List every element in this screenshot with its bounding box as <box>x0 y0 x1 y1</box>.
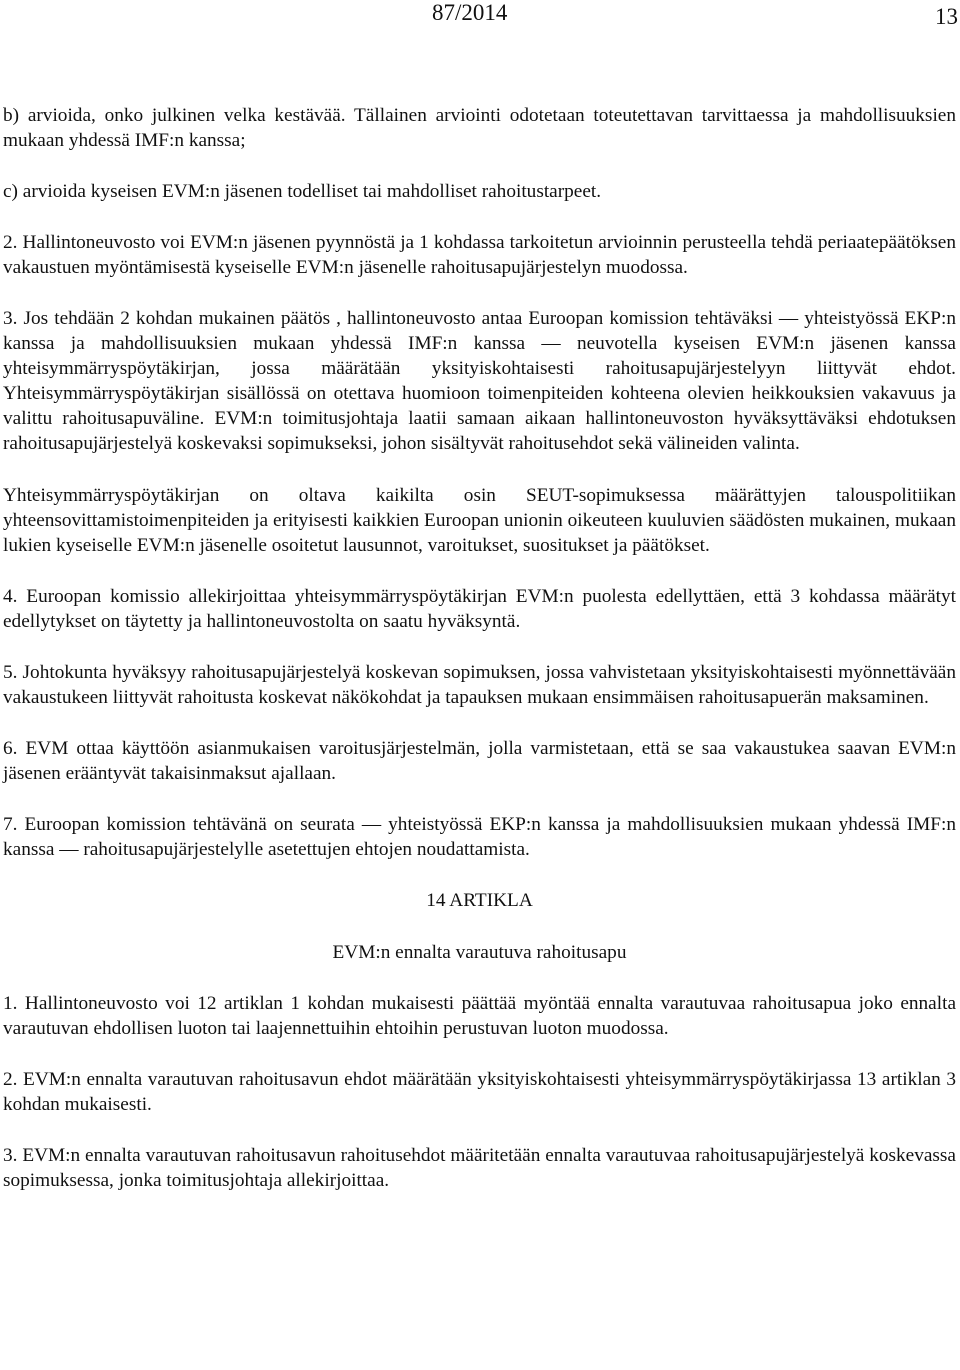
article-paragraph-3: 3. EVM:n ennalta varautuvan rahoitusavun rahoitusehdot määritetään ennalta varautuvaa rahoitusapujärjestelyä koskevassa sopimuksessa, jonka toimitusjohtaja allekirjoittaa. <box>3 1145 956 1191</box>
paragraph-c: c) arvioida kyseisen EVM:n jäsenen todelliset tai mahdolliset rahoitustarpeet. <box>3 181 602 202</box>
article-number: 14 ARTIKLA <box>426 890 533 911</box>
paragraph-5: 5. Johtokunta hyväksyy rahoitusapujärjestelyä koskevan sopimuksen, jossa vahvistetaan yksityiskohtaisesti myönnettävään vakaustukeen liittyvät rahoitusta koskevat näkökohdat ja tapauksen mukaan ensimmäisen rahoitusapuerän maksaminen. <box>3 662 956 708</box>
page-number: 13 <box>935 4 958 29</box>
article-paragraph-2: 2. EVM:n ennalta varautuvan rahoitusavun ehdot määrätään yksityiskohtaisesti yhteisymmärryspöytäkirjassa 13 artiklan 3 kohdan mukaisesti. <box>3 1069 956 1115</box>
article-title: EVM:n ennalta varautuva rahoitusapu <box>332 942 627 963</box>
paragraph-6: 6. EVM ottaa käyttöön asianmukaisen varoitusjärjestelmän, jolla varmistetaan, että se saa vakaustukea saavan EVM:n jäsenen erääntyvät takaisinmaksut ajallaan. <box>3 738 956 784</box>
paragraph-4: 4. Euroopan komissio allekirjoittaa yhteisymmärryspöytäkirjan EVM:n puolesta edellyttäen, että 3 kohdassa määrätyt edellytykset on täytetty ja hallintoneuvostolta on saatu hyväksyntä. <box>3 586 956 632</box>
paragraph-mou: Yhteisymmärryspöytäkirjan on oltava kaikilta osin SEUT-sopimuksessa määrättyjen talouspolitiikan yhteensovittamistoimenpiteiden ja erityisesti kaikkien Euroopan unionin oikeuteen kuuluvien säädösten mukainen, mukaan lukien kyseiselle EVM:n jäsenelle osoitetut lausunnot, varoitukset, suositukset ja päätökset. <box>3 485 956 556</box>
paragraph-b: b) arvioida, onko julkinen velka kestävää. Tällainen arviointi odotetaan toteutettavan tarvittaessa ja mahdollisuuksien mukaan yhdessä IMF:n kanssa; <box>3 105 956 151</box>
document-body <box>3 103 956 1193</box>
paragraph-3: 3. Jos tehdään 2 kohdan mukainen päätös , hallintoneuvosto antaa Euroopan komission tehtäväksi — yhteistyössä EKP:n kanssa ja mahdollisuuksien mukaan yhdessä IMF:n kanssa — neuvotella kyseisen EVM:n jäsenen kanssa yhteisymmärryspöytäkirjan, jossa määrätään yksityiskohtaisesti rahoitusapujärjestelyyn liittyvät ehdot. Yhteisymmärryspöytäkirjan sisällössä on otettava huomioon toimenpiteiden kohteena olevien heikkouksien vakavuus ja valittu rahoitusapuväline. EVM:n toimitusjohtaja laatii samaan aikaan hallintoneuvoston hyväksyttäväksi ehdotuksen rahoitusapujärjestelyä koskevaksi sopimukseksi, johon sisältyvät rahoitusehdot sekä välineiden valinta. <box>3 308 956 454</box>
paragraph-2: 2. Hallintoneuvosto voi EVM:n jäsenen pyynnöstä ja 1 kohdassa tarkoitetun arvioinnin perusteella tehdä periaatepäätöksen vakaustuen myöntämisestä kyseiselle EVM:n jäsenelle rahoitusapujärjestelyn muodossa. <box>3 232 956 278</box>
page-header <box>0 0 960 40</box>
article-paragraph-1: 1. Hallintoneuvosto voi 12 artiklan 1 kohdan mukaisesti päättää myöntää ennalta varautuvaa rahoitusapua joko ennalta varautuvan ehdollisen luoton tai laajennettuihin ehtoihin perustuvan luoton muodossa. <box>3 993 956 1039</box>
journal-issue-number: 87/2014 <box>432 0 508 25</box>
paragraph-7: 7. Euroopan komission tehtävänä on seurata — yhteistyössä EKP:n kanssa ja mahdollisuuksien mukaan yhdessä IMF:n kanssa — rahoitusapujärjestelylle asetettujen ehtojen noudattamista. <box>3 814 956 860</box>
